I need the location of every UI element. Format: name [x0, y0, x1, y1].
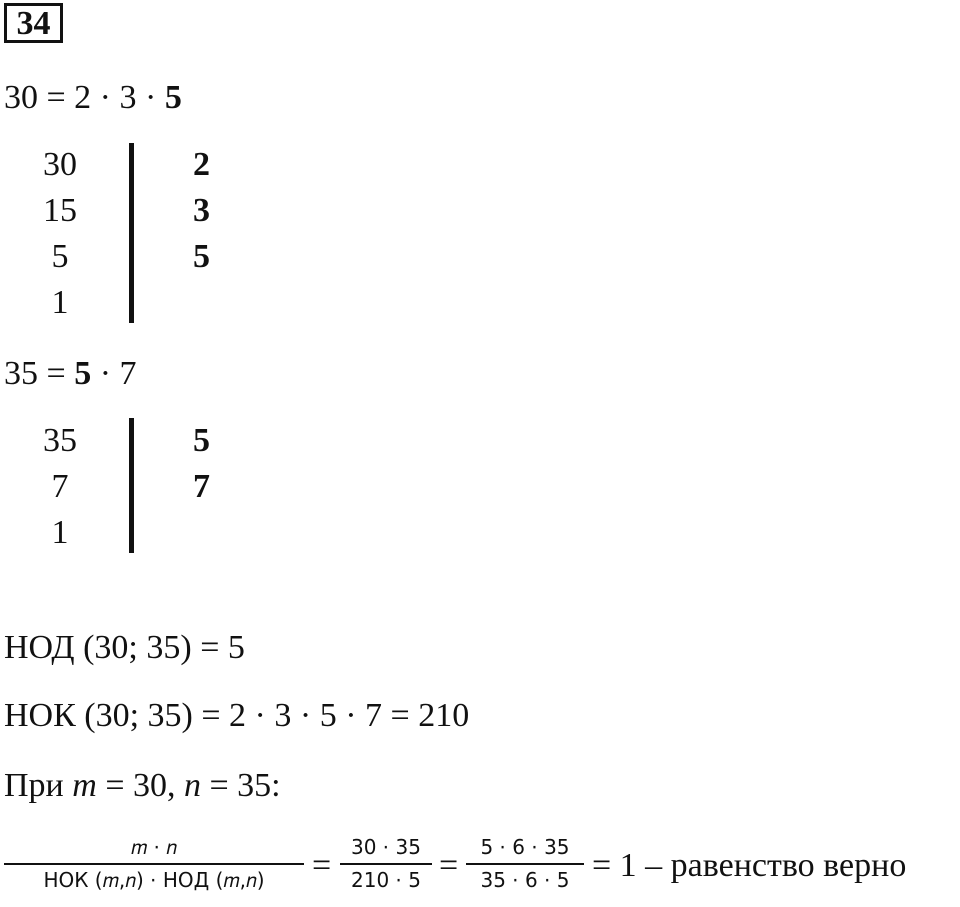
- fraction-bar: [466, 863, 584, 865]
- prime-factor: 5: [193, 238, 210, 275]
- factorization-35-right-column: [193, 418, 233, 510]
- factor-row-value: 30: [43, 146, 77, 183]
- equals-sign: =: [439, 847, 459, 884]
- problem-number: 34: [4, 3, 63, 43]
- factor-row-value: 1: [51, 284, 69, 321]
- factorization-35-divider: [129, 418, 134, 553]
- fraction-factored-denominator: 35 ⋅ 6 ⋅ 5: [480, 868, 570, 892]
- factorization-30-lhs: 30 = 2 · 3 ·: [4, 79, 165, 116]
- gcd-line: НОД (30; 35) = 5: [4, 629, 245, 666]
- factorization-35-common-factor: 5: [74, 355, 92, 392]
- factorization-30-divider: [129, 143, 134, 323]
- factorization-30-right-column: [193, 142, 233, 280]
- factor-row-value: 5: [51, 238, 69, 275]
- fraction-bar: [4, 863, 304, 865]
- prime-factor: 2: [193, 146, 210, 183]
- fraction-numeric: [340, 834, 432, 893]
- prime-factor: 7: [193, 468, 210, 505]
- variable-n: n: [184, 767, 201, 804]
- factorization-30-left-column: [30, 142, 90, 326]
- factorization-30-equation: [4, 78, 182, 118]
- variable-m: m: [72, 767, 97, 804]
- fraction-general-denominator: НОК (𝑚,𝑛) ⋅ НОД (𝑚,𝑛): [43, 868, 265, 892]
- factor-row-value: 7: [51, 468, 69, 505]
- equals-sign: =: [312, 847, 332, 884]
- factorization-35-lhs: 35 =: [4, 355, 75, 392]
- factor-row-value: 35: [43, 422, 77, 459]
- fraction-numeric-denominator: 210 ⋅ 5: [351, 868, 421, 892]
- factorization-35-equation: [4, 354, 137, 394]
- lcm-line: НОК (30; 35) = 2 · 3 · 5 · 7 = 210: [4, 697, 470, 734]
- given-prefix: При: [4, 767, 73, 804]
- prime-factor: 5: [193, 422, 210, 459]
- fraction-general: [4, 834, 304, 893]
- fraction-general-numerator: 𝑚 ⋅ 𝑛: [130, 835, 178, 859]
- fraction-numeric-numerator: 30 ⋅ 35: [351, 835, 421, 859]
- factorization-30-common-factor: 5: [164, 79, 182, 116]
- factor-row-value: 15: [43, 192, 77, 229]
- given-mid: = 30,: [96, 767, 184, 804]
- fraction-factored-numerator: 5 ⋅ 6 ⋅ 35: [480, 835, 570, 859]
- given-suffix: = 35:: [201, 767, 281, 804]
- fraction-factored: [466, 834, 584, 893]
- fraction-bar: [340, 863, 432, 865]
- result-statement: = 1 – равенство верно: [592, 847, 907, 884]
- factorization-35-rest: · 7: [91, 355, 137, 392]
- given-values-line: [4, 766, 281, 806]
- factor-row-value: 1: [51, 514, 69, 551]
- factorization-35-left-column: [30, 418, 90, 556]
- prime-factor: 3: [193, 192, 210, 229]
